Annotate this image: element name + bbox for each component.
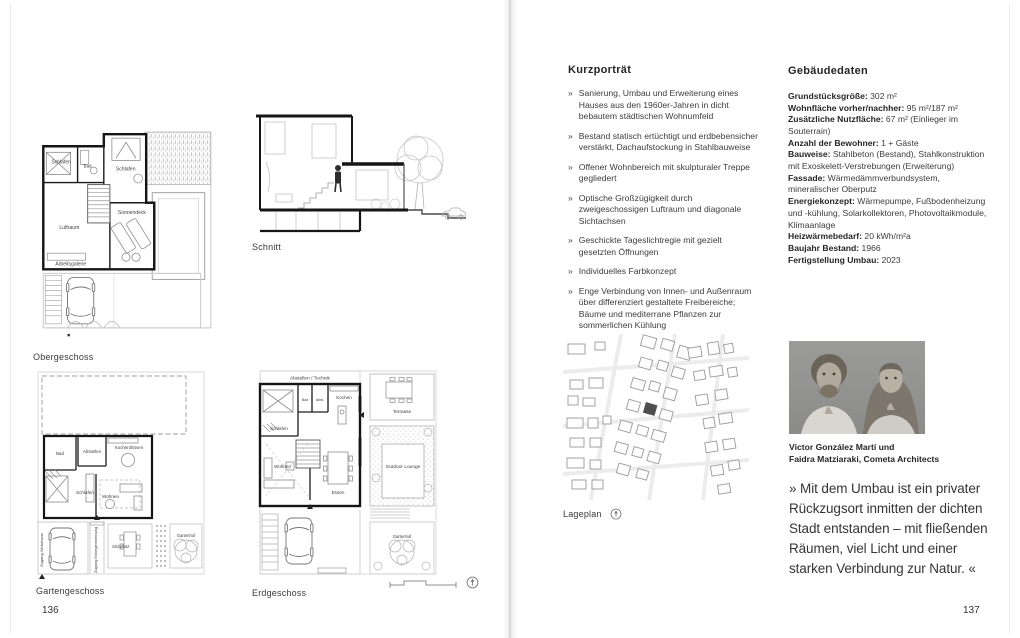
bullet-list bbox=[568, 88, 760, 332]
access-label: Zugang Wohnhaus bbox=[39, 533, 44, 567]
room-label: Kochen/Essen bbox=[114, 445, 144, 450]
room-label: Kochen bbox=[336, 395, 352, 400]
ground-line bbox=[408, 210, 466, 218]
room-label: Abstellen bbox=[82, 449, 102, 454]
map-highlighted-building bbox=[643, 402, 658, 416]
data-label: Wohnfläche vorher/nachher: bbox=[788, 102, 905, 113]
garden-court bbox=[370, 522, 434, 574]
room-label: Schlafen bbox=[115, 166, 136, 173]
architect-names-line1: Victor González Martí und bbox=[789, 442, 895, 452]
entry-marker bbox=[68, 334, 70, 336]
plant-icon bbox=[422, 562, 430, 570]
room-label: Wohnen bbox=[274, 464, 292, 469]
data-value: 67 m² (Einlieger im Souterrain) bbox=[788, 114, 959, 137]
list-item bbox=[568, 286, 760, 332]
person-figure bbox=[335, 165, 341, 192]
car-icon bbox=[49, 528, 75, 570]
room-label: Sonnendeck bbox=[117, 209, 146, 216]
bullet-marker: » bbox=[568, 285, 573, 296]
data-label: Fertigstellung Umbau: bbox=[788, 254, 880, 265]
data-value: 20 kWh/m²a bbox=[864, 231, 911, 242]
scale-bar bbox=[388, 574, 458, 590]
data-label: Energiekonzept: bbox=[788, 196, 855, 207]
obergeschoss-plan-drawing bbox=[33, 116, 217, 346]
stairs-icon bbox=[45, 275, 61, 323]
basement bbox=[276, 212, 340, 230]
section-kurzportraet bbox=[568, 64, 760, 340]
gartengeschoss-plan-drawing bbox=[36, 370, 208, 580]
data-value: 1966 bbox=[861, 242, 881, 253]
room-label: Bad bbox=[83, 163, 92, 169]
list-item bbox=[568, 88, 760, 123]
architects-photo bbox=[789, 341, 925, 434]
erdgeschoss-plan-drawing bbox=[252, 368, 440, 582]
stairs-icon bbox=[262, 514, 278, 570]
car-icon bbox=[66, 277, 94, 323]
overhang-dashed-outline bbox=[42, 376, 186, 434]
bullet-text: Sanierung, Umbau und Erweiterung eines Hauses aus den 1960er-Jahren in dicht bebautem städtischen Wohnumfeld bbox=[578, 88, 739, 122]
data-label: Bauweise: bbox=[788, 149, 831, 160]
room-label: Outdoor Lounge bbox=[385, 465, 421, 470]
room-label: Abstellen / Technik bbox=[290, 376, 330, 382]
tree-icon bbox=[395, 136, 443, 209]
figure-schnitt bbox=[252, 110, 466, 252]
terrace-outline bbox=[152, 193, 204, 280]
room-label: Abst. bbox=[315, 398, 325, 402]
section-heading: Gebäudedaten bbox=[788, 65, 869, 77]
window-bar bbox=[359, 396, 362, 412]
north-arrow-icon bbox=[610, 508, 622, 520]
data-entry bbox=[788, 149, 992, 172]
garden-steps bbox=[370, 509, 410, 518]
garden-court bbox=[170, 524, 202, 568]
room-label: Schlafen bbox=[270, 426, 288, 431]
data-label: Heizwärmebedarf: bbox=[788, 231, 863, 242]
pergola-hatch bbox=[144, 132, 211, 184]
list-item bbox=[568, 131, 760, 154]
list-item bbox=[568, 193, 760, 228]
pull-quote: » Mit dem Umbau ist ein privater Rückzugsort inmitten der dichten Stadt entstanden – mit fließenden Räumen, viel Licht und einer starken Verbindung zur Natur. « bbox=[789, 481, 988, 576]
page-number-right: 137 bbox=[963, 605, 980, 616]
spine-fold bbox=[502, 0, 518, 638]
bullet-text: Optische Großzügigkeit durch zweigeschossigen Luftraum und diagonale Sichtachsen bbox=[578, 192, 742, 226]
site-map-drawing bbox=[563, 334, 749, 500]
bullet-text: Bestand statisch ertüchtigt und erdbebensicher verstärkt, Dachaufstockung in Stahlbauweise bbox=[578, 130, 758, 153]
data-value: 95 m²/187 m² bbox=[906, 102, 958, 113]
data-label: Anzahl der Bewohner: bbox=[788, 137, 879, 148]
figure-caption: Schnitt bbox=[252, 242, 281, 252]
room-label: Luftraum bbox=[59, 224, 80, 231]
figure-caption: Lageplan bbox=[563, 509, 602, 519]
list-item bbox=[568, 235, 760, 258]
bullet-text: Geschickte Tageslichtregie mit gezielt gesetzten Öffnungen bbox=[578, 235, 722, 257]
figure-caption: Obergeschoss bbox=[33, 352, 94, 362]
list-item bbox=[568, 266, 760, 278]
figure-caption: Gartengeschoss bbox=[36, 586, 105, 596]
page-number-left: 136 bbox=[42, 605, 59, 616]
bullet-marker: » bbox=[568, 130, 573, 141]
data-label: Zusätzliche Nutzfläche: bbox=[788, 114, 884, 125]
data-entry bbox=[788, 231, 992, 243]
data-entry bbox=[788, 196, 992, 231]
figure-gartengeschoss bbox=[36, 370, 208, 596]
bullet-marker: » bbox=[568, 88, 573, 98]
entrance-canopy bbox=[318, 568, 346, 573]
bullet-marker: » bbox=[568, 235, 573, 246]
tree-icon bbox=[389, 540, 415, 565]
car-icon bbox=[285, 518, 313, 564]
data-entry bbox=[788, 243, 992, 255]
data-entry bbox=[788, 103, 992, 115]
right-page-edge bbox=[1009, 4, 1010, 634]
figure-lageplan bbox=[563, 334, 749, 520]
left-page-edge bbox=[10, 4, 11, 634]
entry-triangle bbox=[39, 574, 45, 579]
garage bbox=[38, 522, 88, 574]
room-label: Schlafen bbox=[51, 159, 71, 166]
window-bar bbox=[359, 438, 362, 466]
room-label: Bad bbox=[301, 398, 309, 402]
data-entry bbox=[788, 255, 992, 267]
access-path bbox=[90, 515, 104, 574]
section-heading: Kurzporträt bbox=[568, 64, 632, 76]
figure-erdgeschoss bbox=[252, 368, 440, 598]
data-label: Baujahr Bestand: bbox=[788, 242, 860, 253]
data-value: Stahlbeton (Bestand), Stahlkonstruktion mit Exoskelett-Verstrebungen (Erweiterung) bbox=[788, 149, 985, 172]
access-label: Zugang Einliegerwohnung bbox=[93, 526, 98, 574]
data-value: 1 + Gäste bbox=[881, 137, 919, 148]
room-label: Arbeitsgalerie bbox=[55, 261, 87, 268]
figure-caption: Erdgeschoss bbox=[252, 588, 307, 598]
data-entry bbox=[788, 138, 992, 150]
tree-icon bbox=[174, 539, 198, 563]
north-arrow-icon bbox=[466, 576, 479, 589]
driveway bbox=[43, 273, 200, 336]
section-drawing bbox=[252, 110, 466, 236]
bullet-marker: » bbox=[568, 161, 573, 172]
shrubs-icon bbox=[371, 199, 400, 210]
list-item bbox=[568, 162, 760, 185]
data-value: Wärmepumpe, Fußbodenheizung und -kühlung, Solarkollektoren, Photovoltaikmodule, Klimaanlage bbox=[788, 196, 987, 230]
room-label: Essen bbox=[331, 490, 345, 495]
room-label: Terrasse bbox=[392, 410, 412, 415]
room-label: Sitzplatz bbox=[112, 544, 130, 549]
data-entry bbox=[788, 91, 992, 103]
pergola-dots bbox=[156, 525, 166, 567]
room-label: Schlafen bbox=[76, 490, 94, 495]
stairs-icon bbox=[298, 183, 334, 208]
terrace-inner bbox=[158, 199, 198, 274]
bullet-text: Individuelles Farbkonzept bbox=[578, 266, 677, 277]
driveway bbox=[260, 510, 360, 574]
stairs-icon bbox=[88, 185, 110, 223]
data-value: Wärmedämmverbundsystem, mineralischer Oberputz bbox=[788, 172, 940, 195]
plant-icon bbox=[374, 562, 382, 570]
section-gebaeudedaten bbox=[788, 64, 992, 266]
data-label: Grundstücksgröße: bbox=[788, 90, 868, 101]
room-label: Bad bbox=[56, 451, 64, 456]
data-value: 2023 bbox=[881, 254, 901, 265]
room-label: Wohnen bbox=[102, 494, 120, 499]
building-section bbox=[256, 116, 408, 231]
data-value: 302 m² bbox=[870, 90, 897, 101]
bullet-text: Enge Verbindung von Innen- und Außenraum über differenziert gestaltete Freibereiche; Bäume und mediterrane Pflanzen zur sommerlichen Kühlung bbox=[578, 285, 752, 331]
room-label: Gartenhof bbox=[392, 534, 412, 539]
data-entry bbox=[788, 173, 992, 196]
bullet-marker: » bbox=[568, 192, 573, 203]
architect-names-line2: Faidra Matziaraki, Cometa Architects bbox=[789, 454, 940, 465]
bullet-marker: » bbox=[568, 266, 573, 277]
data-entry bbox=[788, 114, 992, 137]
data-label: Fassade: bbox=[788, 172, 826, 183]
bullet-text: Offener Wohnbereich mit skulpturaler Treppe gegliedert bbox=[578, 161, 750, 184]
section-architects bbox=[789, 341, 1005, 579]
figure-obergeschoss bbox=[33, 116, 217, 362]
table-icon bbox=[386, 378, 412, 403]
scale-bar-group bbox=[388, 574, 479, 590]
room-label: Gartenhof bbox=[176, 533, 196, 538]
